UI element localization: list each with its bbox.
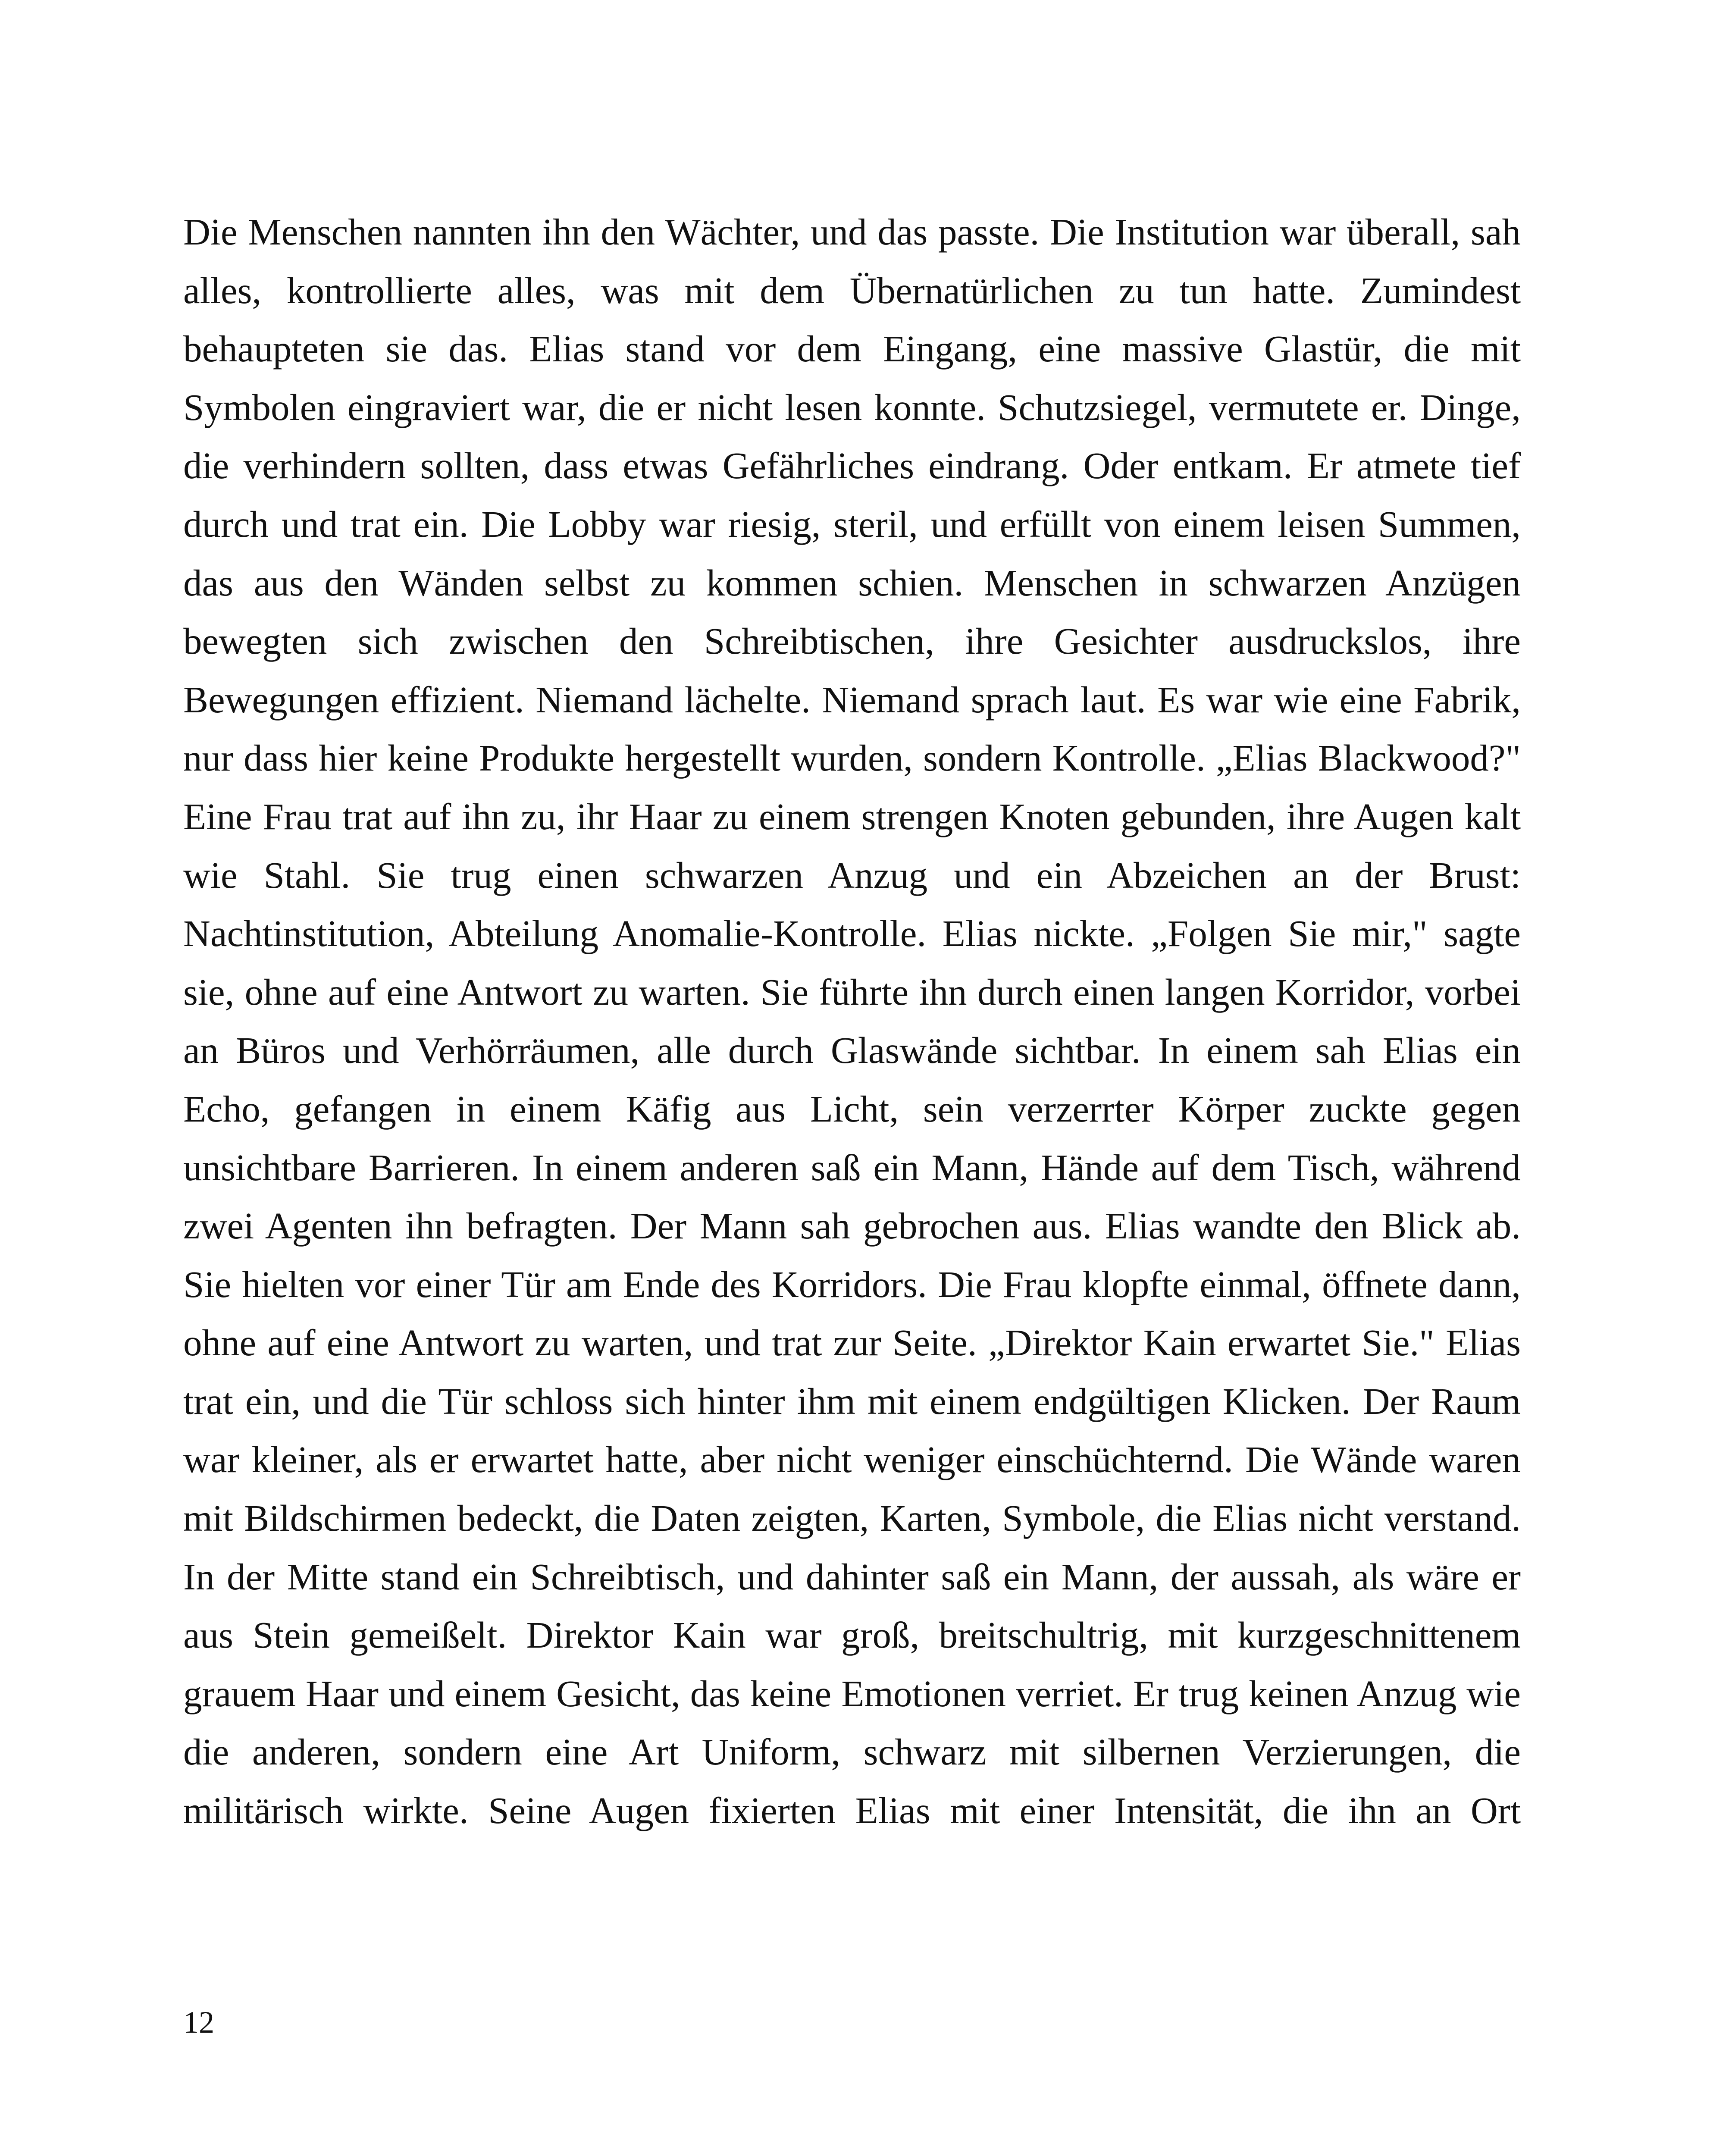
page-number: 12 — [183, 2005, 214, 2040]
body-text: Die Menschen nannten ihn den Wächter, und das passte. Die Institution war überall, sah alles, kontrollierte alles, was mit dem Übernatürlichen zu tun hatte. Zumindest behaupteten sie das. Elias stand vor dem Eingang, eine massive Glastür, die mit Symbolen eingraviert war, die er nicht lesen konnte. Schutzsiegel, vermutete er. Dinge, die verhindern sollten, dass etwas Gefährliches eindrang. Oder entkam. Er atmete tief durch und trat ein. Die Lobby war riesig, steril, und erfüllt von einem leisen Summen, das aus den Wänden selbst zu kommen schien. Menschen in schwarzen Anzügen bewegten sich zwischen den Schreibtischen, ihre Gesichter ausdruckslos, ihre Bewegungen effizient. Niemand lächelte. Niemand sprach laut. Es war wie eine Fabrik, nur dass hier keine Produkte hergestellt wurden, sondern Kontrolle. „Elias Blackwood?" Eine Frau trat auf ihn zu, ihr Haar zu einem strengen Knoten gebunden, ihre Augen kalt wie Stahl. Sie trug einen schwarzen Anzug und ein Abzeichen an der Brust: Nachtinstitution, Abteilung Anomalie-Kontrolle. Elias nickte. „Folgen Sie mir," sagte sie, ohne auf eine Antwort zu warten. Sie führte ihn durch einen langen Korridor, vorbei an Büros und Verhörräumen, alle durch Glaswände sichtbar. In einem sah Elias ein Echo, gefangen in einem Käfig aus Licht, sein verzerrter Körper zuckte gegen unsichtbare Barrieren. In einem anderen saß ein Mann, Hände auf dem Tisch, während zwei Agenten ihn befragten. Der Mann sah gebrochen aus. Elias wandte den Blick ab. Sie hielten vor einer Tür am Ende des Korridors. Die Frau klopfte einmal, öffnete dann, ohne auf eine Antwort zu warten, und trat zur Seite. „Direktor Kain erwartet Sie." Elias trat ein, und die Tür schloss sich hinter ihm mit einem endgültigen Klicken. Der Raum war kleiner, als er erwartet hatte, aber nicht weniger einschüchternd. Die Wände waren mit Bildschirmen bedeckt, die Daten zeigten, Karten, Symbole, die Elias nicht verstand. In der Mitte stand ein Schreibtisch, und dahinter saß ein Mann, der aussah, als wäre er aus Stein gemeißelt. Direktor Kain war groß, breitschultrig, mit kurzgeschnittenem grauem Haar und einem Gesicht, das keine Emotionen verriet. Er trug keinen Anzug wie die anderen, sondern eine Art Uniform, schwarz mit silbernen Verzierungen, die militärisch wirkte. Seine Augen fixierten Elias mit einer Intensität, die ihn an Ort — [183, 211, 1521, 1832]
